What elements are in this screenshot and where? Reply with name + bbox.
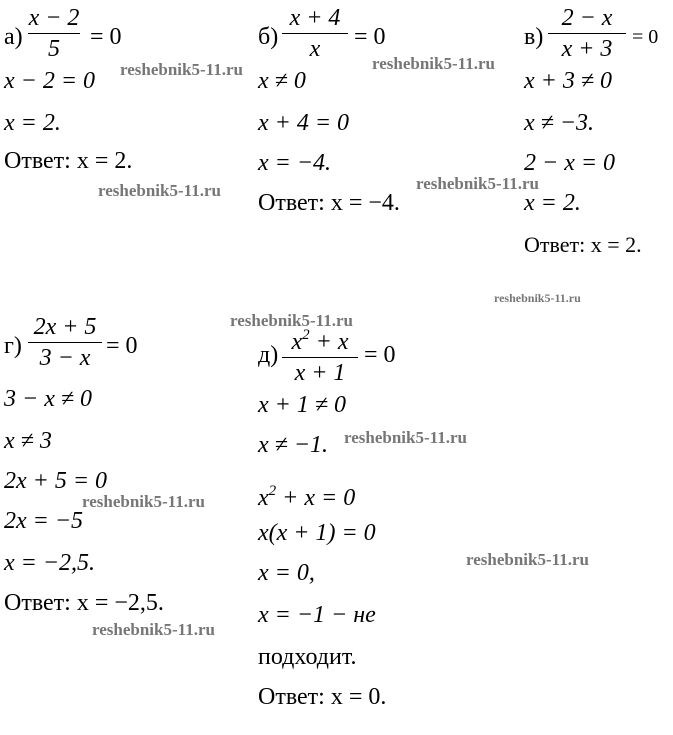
watermark: reshebnik5-11.ru [494, 291, 581, 305]
step-g-4: 2x = −5 [4, 508, 84, 534]
fraction-g [28, 314, 102, 371]
label-d: д) [258, 342, 279, 368]
label-v: в) [524, 24, 544, 50]
step-b-3: x = −4. [258, 150, 332, 176]
watermark: reshebnik5-11.ru [230, 311, 353, 330]
equals-a: = 0 [90, 24, 122, 50]
step-d-3-base: x [258, 485, 269, 511]
step-d-2: x ≠ −1. [258, 432, 329, 458]
step-b-2: x + 4 = 0 [258, 110, 350, 136]
watermark: reshebnik5-11.ru [466, 550, 589, 569]
answer-v: Ответ: x = 2. [524, 232, 642, 257]
step-d-4: x(x + 1) = 0 [258, 520, 376, 546]
fraction-d-num-exponent: 2 [302, 327, 310, 343]
fraction-a-denominator: 5 [48, 36, 60, 62]
equals-v: = 0 [632, 26, 659, 48]
label-g: г) [4, 333, 22, 359]
fraction-d-num-rest: + x [309, 329, 349, 355]
fraction-v [548, 5, 626, 62]
step-v-3: 2 − x = 0 [524, 150, 616, 176]
watermark: reshebnik5-11.ru [416, 174, 539, 193]
step-v-4: x = 2. [524, 190, 581, 216]
fraction-b-denominator: x [309, 36, 321, 62]
fraction-d-num-base: x [291, 329, 303, 355]
watermark: reshebnik5-11.ru [98, 181, 221, 200]
step-g-2: x ≠ 3 [4, 428, 52, 454]
fraction-g-numerator: 2x + 5 [33, 314, 97, 340]
fraction-b-bar [282, 33, 348, 34]
fraction-v-numerator: 2 − x [561, 5, 613, 31]
step-b-1: x ≠ 0 [258, 68, 306, 94]
watermark: reshebnik5-11.ru [92, 620, 215, 639]
step-d-1: x + 1 ≠ 0 [258, 392, 347, 418]
step-d-3-exponent: 2 [268, 483, 277, 499]
step-a-2: x = 2. [4, 110, 61, 136]
step-d-3-rest: + x = 0 [276, 485, 356, 511]
step-d-7: подходит. [258, 644, 357, 670]
equals-d: = 0 [364, 342, 396, 368]
fraction-d [282, 322, 358, 386]
step-d-3 [258, 478, 355, 511]
fraction-b-numerator: x + 4 [289, 5, 341, 31]
fraction-v-denominator: x + 3 [561, 36, 613, 62]
step-g-5: x = −2,5. [4, 550, 96, 576]
step-v-2: x ≠ −3. [524, 110, 595, 136]
watermark: reshebnik5-11.ru [344, 428, 467, 447]
answer-g: Ответ: x = −2,5. [4, 590, 164, 616]
step-v-1: x + 3 ≠ 0 [524, 68, 613, 94]
answer-a: Ответ: x = 2. [4, 148, 133, 174]
watermark: reshebnik5-11.ru [372, 54, 495, 73]
step-d-5: x = 0, [258, 560, 315, 586]
fraction-b [282, 5, 348, 62]
step-d-6: x = −1 − не [258, 602, 376, 628]
label-b: б) [258, 24, 279, 50]
fraction-a [28, 5, 80, 62]
fraction-g-denominator: 3 − x [39, 345, 91, 371]
fraction-d-bar [282, 357, 358, 358]
equals-b: = 0 [354, 24, 386, 50]
watermark: reshebnik5-11.ru [120, 60, 243, 79]
answer-d: Ответ: x = 0. [258, 684, 387, 710]
step-g-1: 3 − x ≠ 0 [4, 386, 93, 412]
step-a-1: x − 2 = 0 [4, 68, 96, 94]
watermark: reshebnik5-11.ru [82, 492, 205, 511]
fraction-g-bar [28, 342, 102, 343]
fraction-d-denominator: x + 1 [294, 360, 346, 386]
label-a: а) [4, 24, 23, 50]
answer-b: Ответ: x = −4. [258, 190, 400, 216]
step-g-3: 2x + 5 = 0 [4, 468, 108, 494]
fraction-v-bar [548, 33, 626, 34]
fraction-a-bar [28, 33, 80, 34]
equals-g: = 0 [106, 333, 138, 359]
fraction-a-numerator: x − 2 [28, 5, 80, 31]
